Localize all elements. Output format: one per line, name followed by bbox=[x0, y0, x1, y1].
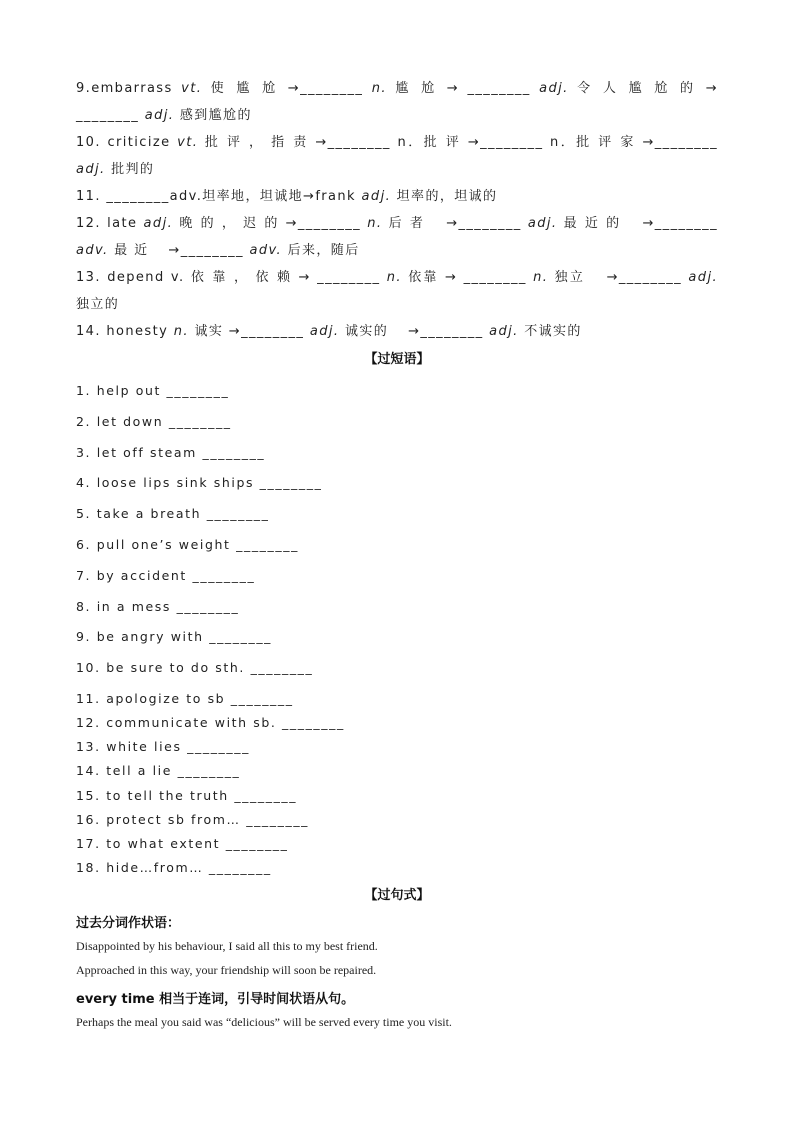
word-text: 10. criticize bbox=[76, 135, 171, 150]
phrase-item: 8. in a mess ________ bbox=[76, 599, 240, 614]
pos-label: n. bbox=[371, 81, 387, 96]
word-item-14 bbox=[76, 320, 718, 339]
word-text: 依靠 → ________ bbox=[408, 270, 527, 285]
pos-label: adj. bbox=[144, 108, 175, 123]
phrase-item: 5. take a breath ________ bbox=[76, 506, 270, 521]
phrase-item: 11. apologize to sb ________ bbox=[76, 691, 294, 706]
pos-label: adj. bbox=[489, 324, 519, 339]
word-text: n．批 评 家 →________ bbox=[549, 135, 718, 150]
word-text: 9.embarrass bbox=[76, 81, 173, 96]
word-text: 不诚实的 bbox=[524, 324, 582, 339]
pos-label: n. bbox=[533, 270, 549, 285]
word-text: 最 近 的 →________ bbox=[563, 216, 718, 231]
word-item-11 bbox=[76, 185, 718, 204]
word-text: n．批 评 →________ bbox=[397, 135, 544, 150]
word-text: 晚 的 ， 迟 的 →________ bbox=[179, 216, 362, 231]
word-text: 后 者 →________ bbox=[388, 216, 522, 231]
word-text: 11. ________adv.坦率地，坦诚地→frank bbox=[76, 189, 356, 204]
word-text: 14. honesty bbox=[76, 324, 169, 339]
word-text: 诚实 →________ bbox=[194, 324, 305, 339]
phrase-item: 9. be angry with ________ bbox=[76, 629, 273, 644]
phrase-item: 1. help out ________ bbox=[76, 383, 230, 398]
word-item-13-line2 bbox=[76, 293, 718, 312]
phrase-item: 6. pull one’s weight ________ bbox=[76, 537, 299, 552]
grammar-point-title: every time 相当于连词，引导时间状语从句。 bbox=[76, 992, 355, 1007]
phrase-item: 2. let down ________ bbox=[76, 414, 232, 429]
pos-label: n. bbox=[386, 270, 402, 285]
grammar-point-title: 过去分词作状语： bbox=[76, 916, 181, 931]
phrase-item: 10. be sure to do sth. ________ bbox=[76, 660, 314, 675]
word-text: 独立 →________ bbox=[554, 270, 683, 285]
word-item-12-line1 bbox=[76, 212, 718, 231]
pos-label: adj. bbox=[76, 162, 106, 177]
pos-label: adj. bbox=[361, 189, 392, 204]
phrase-item: 17. to what extent ________ bbox=[76, 836, 289, 851]
pos-label: adj. bbox=[143, 216, 174, 231]
pos-label: adj. bbox=[309, 324, 340, 339]
word-text: 后来，随后 bbox=[287, 243, 360, 258]
sentences-heading: 【过句式】 bbox=[364, 888, 430, 903]
word-text: 诚实的 →________ bbox=[344, 324, 484, 339]
pos-label: adj. bbox=[527, 216, 558, 231]
pos-label: adv. bbox=[249, 243, 283, 258]
phrases-heading: 【过短语】 bbox=[364, 352, 430, 367]
word-item-10-line2 bbox=[76, 158, 718, 177]
word-text: 令 人 尴 尬 的 → bbox=[577, 81, 718, 96]
word-text: 尴 尬 → ________ bbox=[395, 81, 531, 96]
word-text: 12. late bbox=[76, 216, 138, 231]
pos-label: n. bbox=[173, 324, 189, 339]
word-text: 批判的 bbox=[111, 162, 155, 177]
blank: ________ bbox=[76, 108, 140, 123]
word-text: 使 尴 尬 →________ bbox=[210, 81, 364, 96]
word-text: 依 靠 ， 依 赖 → ________ bbox=[190, 270, 381, 285]
word-item-13-line1 bbox=[76, 266, 718, 285]
phrase-item: 16. protect sb from… ________ bbox=[76, 812, 310, 827]
phrase-item: 3. let off steam ________ bbox=[76, 445, 266, 460]
phrase-item: 13. white lies ________ bbox=[76, 739, 250, 754]
example-sentence: Perhaps the meal you said was “delicious” will be served every time you visit. bbox=[76, 1015, 452, 1029]
example-sentence: Approached in this way, your friendship will soon be repaired. bbox=[76, 963, 377, 977]
word-text: 坦率的，坦诚的 bbox=[396, 189, 498, 204]
word-text: 感到尴尬的 bbox=[179, 108, 252, 123]
pos-label: adv. bbox=[76, 243, 109, 258]
pos-label: adj. bbox=[688, 270, 718, 285]
phrase-item: 4. loose lips sink ships ________ bbox=[76, 475, 323, 490]
word-text: 独立的 bbox=[76, 297, 120, 312]
pos-label: n. bbox=[367, 216, 383, 231]
phrase-item: 14. tell a lie ________ bbox=[76, 763, 241, 778]
word-text: 批 评 ， 指 责 →________ bbox=[204, 135, 391, 150]
example-sentence: Disappointed by his behaviour, I said all this to my best friend. bbox=[76, 939, 378, 953]
pos-label: adj. bbox=[539, 81, 569, 96]
phrase-item: 7. by accident ________ bbox=[76, 568, 256, 583]
pos-label: vt. bbox=[181, 81, 203, 96]
word-item-10-line1 bbox=[76, 131, 718, 150]
word-item-9-line1 bbox=[76, 77, 718, 96]
word-text: 最 近 →________ bbox=[114, 243, 244, 258]
word-item-12-line2 bbox=[76, 239, 718, 258]
word-item-9-line2 bbox=[76, 104, 718, 123]
phrase-item: 12. communicate with sb. ________ bbox=[76, 715, 345, 730]
word-text: 13. depend v. bbox=[76, 270, 185, 285]
pos-label: vt. bbox=[177, 135, 199, 150]
phrase-item: 15. to tell the truth ________ bbox=[76, 788, 298, 803]
phrase-item: 18. hide…from… ________ bbox=[76, 860, 272, 875]
